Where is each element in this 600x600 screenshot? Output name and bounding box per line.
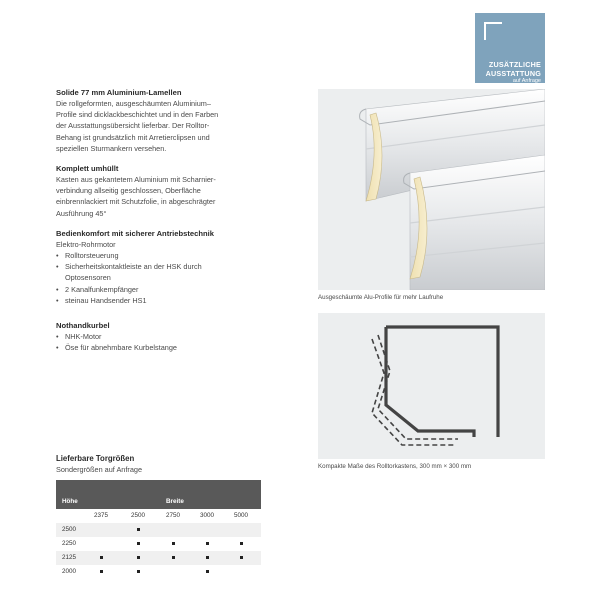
- table-row: [56, 523, 261, 537]
- table-row: [56, 565, 261, 579]
- size-cell: [226, 565, 256, 579]
- section-line: Elektro-Rohrmotor: [56, 239, 116, 249]
- size-cell: [86, 551, 116, 565]
- size-cell: [86, 523, 116, 537]
- sizes-title: Lieferbare Torgrößen: [56, 454, 135, 463]
- badge-line-3: auf Anfrage: [512, 78, 541, 84]
- size-cell: [226, 537, 256, 551]
- size-cell: [192, 537, 222, 551]
- size-cell: [192, 565, 222, 579]
- available-mark-icon: [137, 556, 140, 559]
- available-mark-icon: [137, 570, 140, 573]
- width-header-row: [56, 509, 261, 523]
- section-line: Kasten aus gekantetem Aluminium mit Scharnier-: [56, 175, 216, 185]
- badge-line-2: AUSSTATTUNG: [485, 69, 541, 78]
- available-mark-icon: [172, 556, 175, 559]
- size-cell: [86, 537, 116, 551]
- section-line: der Ausstattungsübersicht lieferbar. Der Rolltor-: [56, 121, 210, 131]
- section-line: verbindung allseitig geschlossen, Oberfläche: [56, 186, 201, 196]
- section-line: Optosensoren: [65, 273, 111, 283]
- height-label: 2500: [62, 526, 77, 533]
- size-cell: [158, 551, 188, 565]
- available-mark-icon: [240, 556, 243, 559]
- list-item: • Sicherheitskontaktleiste an der HSK durch: [56, 261, 291, 272]
- table-row: [56, 537, 261, 551]
- size-cell: [158, 523, 188, 537]
- size-cell: [123, 551, 153, 565]
- section-nothandkurbel: [56, 320, 291, 353]
- list-item: • 2 Kanalfunkempfänger: [56, 284, 291, 295]
- available-mark-icon: [100, 556, 103, 559]
- size-cell: [226, 523, 256, 537]
- size-cell: [123, 537, 153, 551]
- width-label: 5000: [233, 512, 248, 519]
- box-caption: Kompakte Maße des Rolltorkastens, 300 mm × 300 mm: [318, 463, 472, 470]
- width-label: 2375: [93, 512, 108, 519]
- section-line: speziellen Sturmankern versehen.: [56, 143, 167, 153]
- section-line: einbrennlackiert mit Schutzfolie, in abgeschrägter: [56, 197, 216, 207]
- size-cell: [123, 523, 153, 537]
- width-label: 3000: [199, 512, 214, 519]
- feature-text-column: [56, 87, 291, 362]
- profile-caption: Ausgeschäumte Alu-Profile für mehr Laufruhe: [318, 294, 444, 301]
- badge-line-1: ZUSÄTZLICHE: [488, 60, 541, 69]
- size-cell: [86, 565, 116, 579]
- height-label: 2250: [62, 540, 77, 547]
- available-mark-icon: [206, 556, 209, 559]
- badge-corner-icon: [484, 22, 502, 40]
- size-cell: [192, 551, 222, 565]
- available-mark-icon: [172, 542, 175, 545]
- table-header: [56, 480, 261, 509]
- sizes-table: [56, 480, 261, 579]
- list-item: • NHK-Motor: [56, 331, 291, 342]
- list-item: • Rolltorsteuerung: [56, 250, 291, 261]
- bullet-list: [56, 331, 291, 353]
- header-width: Breite: [166, 498, 184, 505]
- available-mark-icon: [137, 542, 140, 545]
- size-cell: [226, 551, 256, 565]
- section-umhuellt: [56, 163, 291, 219]
- height-label: 2000: [62, 568, 77, 575]
- section-lamellen: [56, 87, 291, 154]
- section-title: Solide 77 mm Aluminium-Lamellen: [56, 88, 182, 97]
- section-line: Ausführung 45°: [56, 208, 107, 218]
- section-title: Bedienkomfort mit sicherer Antriebstechnik: [56, 228, 214, 238]
- profile-image: [318, 89, 545, 290]
- width-label: 2750: [165, 512, 180, 519]
- section-antrieb: [56, 228, 291, 306]
- list-item: • steinau Handsender HS1: [56, 295, 291, 306]
- table-row: [56, 551, 261, 565]
- section-line: Die rollgeformten, ausgeschäumten Aluminium–: [56, 99, 211, 108]
- profile-illustration: [318, 89, 545, 290]
- size-cell: [123, 565, 153, 579]
- bullet-list: [56, 250, 291, 306]
- box-diagram: [318, 313, 545, 459]
- available-mark-icon: [100, 570, 103, 573]
- accessory-badge: [475, 13, 545, 83]
- sizes-subtitle: Sondergrößen auf Anfrage: [56, 465, 143, 474]
- available-mark-icon: [206, 542, 209, 545]
- height-label: 2125: [62, 554, 77, 561]
- available-mark-icon: [240, 542, 243, 545]
- section-line: Profile sind dicklackbeschichtet und in den Farben: [56, 110, 219, 120]
- section-title: Komplett umhüllt: [56, 164, 119, 174]
- available-mark-icon: [137, 528, 140, 531]
- size-cell: [158, 565, 188, 579]
- width-label: 2500: [130, 512, 145, 519]
- size-cell: [158, 537, 188, 551]
- table-body: [56, 523, 261, 579]
- header-height: Höhe: [62, 498, 78, 505]
- available-mark-icon: [206, 570, 209, 573]
- section-line: Behang ist grundsätzlich mit Arretierclipsen und: [56, 132, 210, 142]
- size-cell: [192, 523, 222, 537]
- section-title: Nothandkurbel: [56, 321, 110, 331]
- list-item: • Öse für abnehmbare Kurbelstange: [56, 342, 291, 353]
- box-diagram-image: [318, 313, 545, 459]
